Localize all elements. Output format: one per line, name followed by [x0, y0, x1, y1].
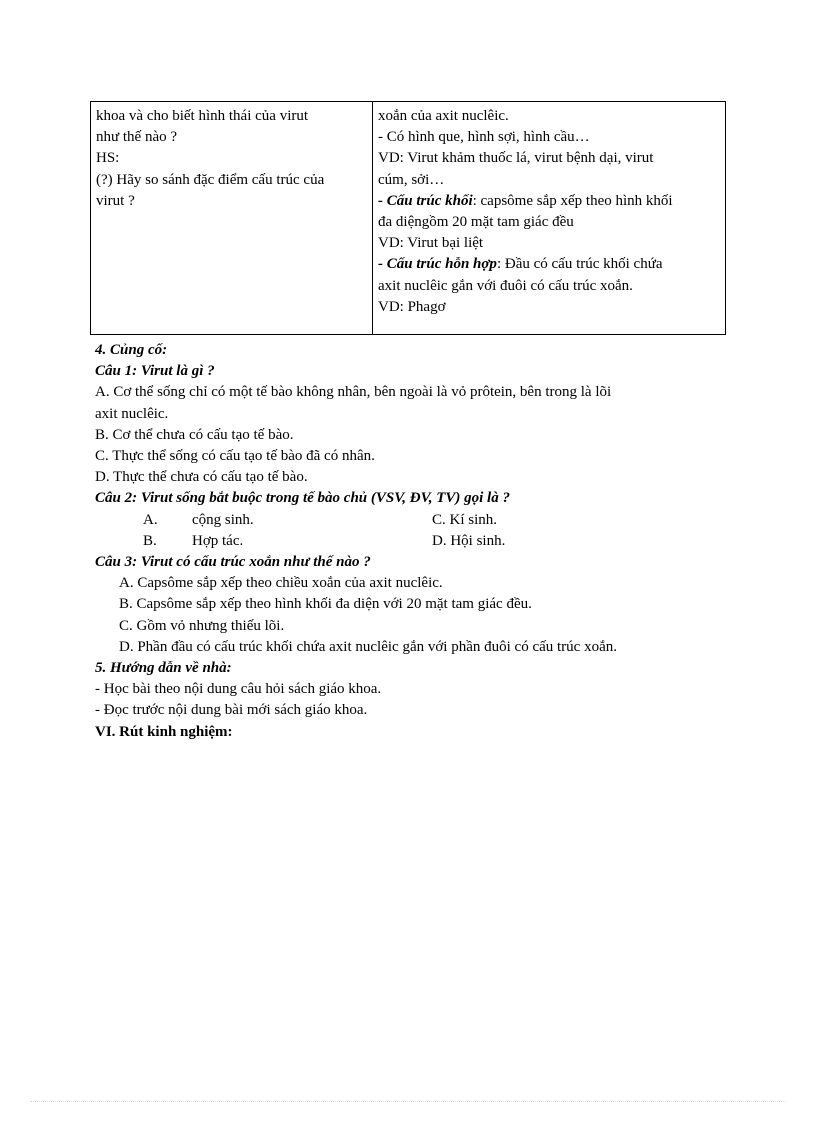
- answer-option: D. Hội sinh.: [432, 532, 506, 549]
- table-text-line: - Có hình que, hình sợi, hình cầu…: [378, 129, 590, 146]
- table-text-line: VD: Virut bại liệt: [378, 235, 484, 252]
- table-text-line: [378, 254, 723, 275]
- answer-row: [95, 531, 735, 552]
- table-text-line: [378, 191, 723, 212]
- table-text-line: khoa và cho biết hình thái của virut: [96, 108, 309, 124]
- table-text-line: như thế nào ?: [96, 129, 178, 146]
- table-text-line: virut ?: [96, 192, 135, 209]
- answer-option: C. Gồm vỏ nhưng thiếu lõi.: [119, 617, 285, 634]
- table-text-line: xoắn của axit nuclêic.: [378, 108, 509, 124]
- term-definition: : capsôme sắp xếp theo hình khối: [472, 192, 673, 209]
- answer-option: B. Capsôme sắp xếp theo hình khối đa diện với 20 mặt tam giác đều.: [119, 596, 532, 613]
- table-text-line: HS:: [96, 150, 120, 167]
- section-heading-homework: 5. Hướng dẫn về nhà:: [95, 660, 232, 677]
- homework-item: - Học bài theo nội dung câu hỏi sách giáo khoa.: [95, 681, 382, 698]
- answer-option: cộng sinh.: [192, 511, 254, 528]
- answer-letter: A.: [143, 511, 158, 528]
- table-text-line: VD: Phagơ: [378, 298, 446, 315]
- question-2: Câu 2: Virut sống bắt buộc trong tế bào chủ (VSV, ĐV, TV) gọi là ?: [95, 490, 510, 507]
- answer-option: C. Thực thể sống có cấu tạo tế bào đã có nhân.: [95, 448, 375, 465]
- answer-option: C. Kí sinh.: [432, 511, 498, 528]
- answer-option-continued: axit nuclêic.: [95, 405, 169, 422]
- table-text-line: VD: Virut khảm thuốc lá, virut bệnh dại, virut: [378, 150, 654, 167]
- answer-option: A. Cơ thể sống chỉ có một tế bào không nhân, bên ngoài là vỏ prôtein, bên trong là lõi: [95, 384, 612, 401]
- table-text-line: axit nuclêic gắn với đuôi có cấu trúc xoắn.: [378, 277, 633, 294]
- table-cell-teacher-activity: [96, 106, 368, 212]
- term-mixed-structure: - Cấu trúc hỗn hợp: [378, 256, 497, 273]
- answer-row: [95, 510, 735, 531]
- table-text-line: (?) Hãy so sánh đặc điểm cấu trúc của: [96, 171, 325, 188]
- term-cubic-structure: - Cấu trúc khối: [378, 192, 473, 209]
- term-definition: : Đầu có cấu trúc khối chứa: [496, 256, 663, 273]
- answer-option: Hợp tác.: [192, 532, 244, 549]
- column-divider: [372, 102, 373, 334]
- page-bottom-rule: [30, 1101, 786, 1102]
- table-text-line: đa diệngồm 20 mặt tam giác đều: [378, 214, 574, 231]
- lesson-table: [90, 101, 726, 335]
- table-text-line: cúm, sởi…: [378, 171, 445, 188]
- answer-option: D. Thực thể chưa có cấu tạo tế bào.: [95, 469, 308, 486]
- homework-item: - Đọc trước nội dung bài mới sách giáo khoa.: [95, 702, 368, 719]
- section-heading-experience: VI. Rút kinh nghiệm:: [95, 723, 233, 740]
- question-3: Câu 3: Virut có cấu trúc xoắn như thế nào ?: [95, 554, 371, 570]
- section-heading-consolidation: 4. Củng cố:: [95, 342, 168, 358]
- question-1: Câu 1: Virut là gì ?: [95, 363, 215, 380]
- answer-option: B. Cơ thể chưa có cấu tạo tế bào.: [95, 426, 294, 443]
- answer-option: A. Capsôme sắp xếp theo chiều xoắn của axit nuclêic.: [119, 575, 443, 592]
- table-cell-content: [378, 106, 723, 318]
- answer-option: D. Phần đầu có cấu trúc khối chứa axit nuclêic gắn với phần đuôi có cấu trúc xoắn.: [119, 638, 617, 655]
- document-body: [95, 340, 735, 743]
- answer-letter: B.: [143, 532, 157, 549]
